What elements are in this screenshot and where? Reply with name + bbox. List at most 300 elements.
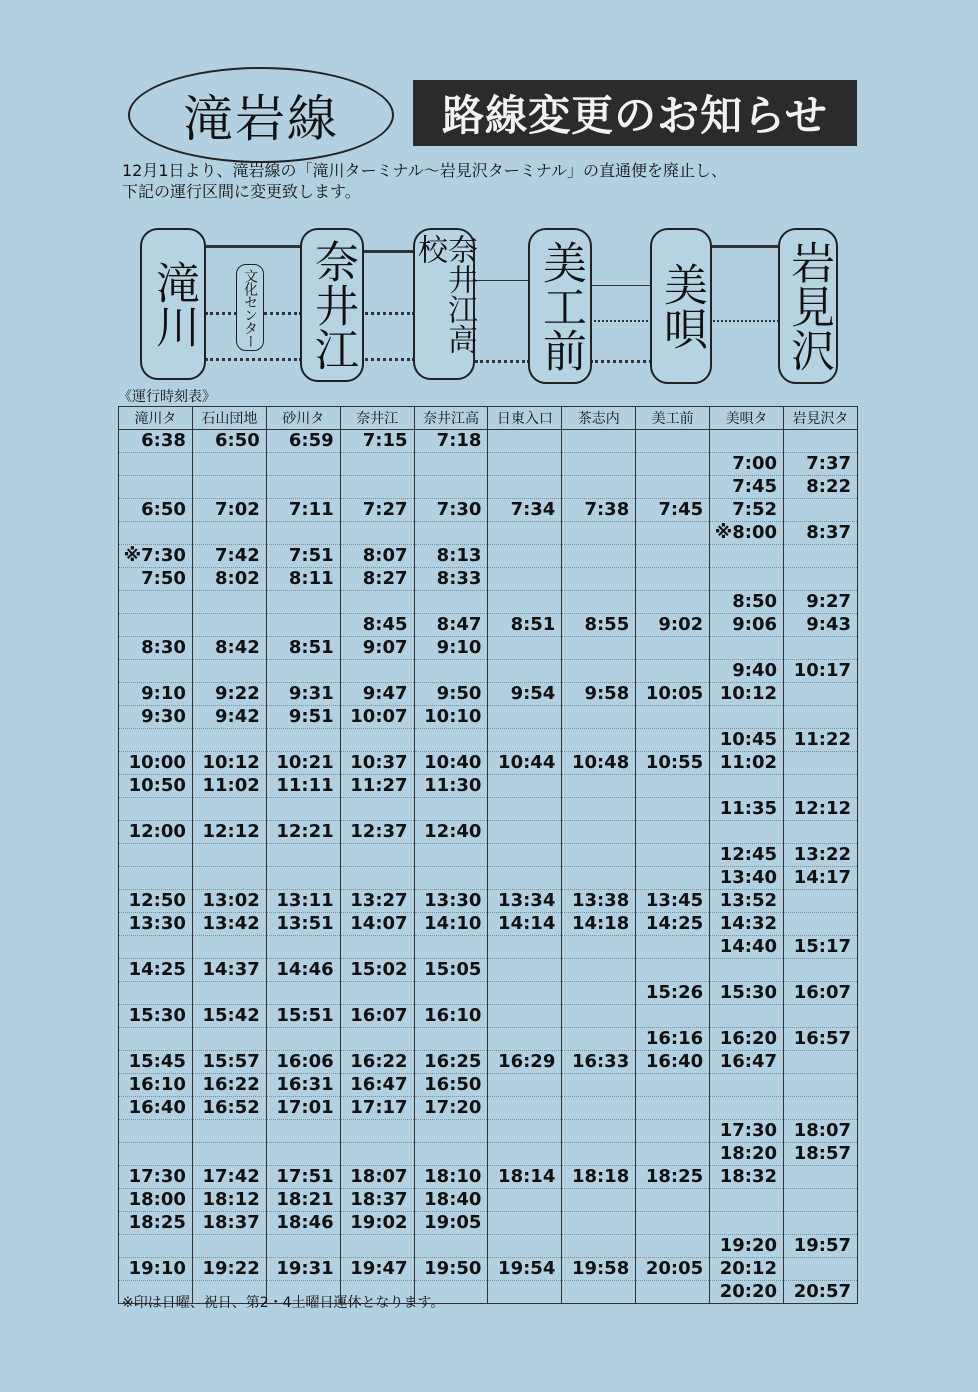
table-cell: 14:18	[562, 913, 636, 936]
table-cell	[562, 476, 636, 499]
table-cell	[488, 798, 562, 821]
table-cell	[488, 522, 562, 545]
table-cell: 6:38	[119, 430, 193, 453]
table-cell: 10:00	[119, 752, 193, 775]
table-cell	[710, 775, 784, 798]
table-cell: 7:02	[192, 499, 266, 522]
table-cell	[784, 499, 858, 522]
table-cell	[192, 729, 266, 752]
table-cell	[636, 867, 710, 890]
table-cell: 11:02	[710, 752, 784, 775]
table-cell	[562, 1028, 636, 1051]
table-cell	[784, 775, 858, 798]
table-cell	[266, 1235, 340, 1258]
table-cell	[562, 1212, 636, 1235]
table-cell	[784, 1212, 858, 1235]
notice-title-box	[413, 80, 857, 146]
table-cell	[784, 1074, 858, 1097]
table-cell	[340, 1235, 414, 1258]
table-cell	[710, 637, 784, 660]
table-cell	[636, 706, 710, 729]
table-cell: 14:37	[192, 959, 266, 982]
table-cell: 12:37	[340, 821, 414, 844]
stop-bunka-center-label: 文化センター	[242, 268, 258, 347]
table-cell: 12:12	[192, 821, 266, 844]
table-row	[119, 568, 858, 591]
table-row	[119, 637, 858, 660]
table-cell	[562, 591, 636, 614]
table-cell: 20:57	[784, 1281, 858, 1304]
table-cell: 7:45	[636, 499, 710, 522]
table-cell: 11:02	[192, 775, 266, 798]
intro-line-1: 12月1日より、滝岩線の「滝川ターミナル～岩見沢ターミナル」の直通便を廃止し、	[122, 161, 727, 180]
table-row	[119, 1166, 858, 1189]
table-cell: 8:45	[340, 614, 414, 637]
table-cell	[266, 1028, 340, 1051]
table-cell	[192, 614, 266, 637]
table-cell: 14:40	[710, 936, 784, 959]
table-cell	[636, 1074, 710, 1097]
table-cell	[562, 637, 636, 660]
table-cell: 10:48	[562, 752, 636, 775]
table-cell	[340, 660, 414, 683]
table-cell	[192, 982, 266, 1005]
table-cell	[784, 706, 858, 729]
table-cell: 8:55	[562, 614, 636, 637]
table-cell: 14:17	[784, 867, 858, 890]
table-cell	[192, 453, 266, 476]
table-cell	[488, 1097, 562, 1120]
table-cell: 18:37	[340, 1189, 414, 1212]
table-cell	[636, 1281, 710, 1304]
table-cell	[119, 1143, 193, 1166]
table-cell	[119, 798, 193, 821]
table-cell: 18:32	[710, 1166, 784, 1189]
table-cell: 19:02	[340, 1212, 414, 1235]
table-cell: 9:51	[266, 706, 340, 729]
table-cell	[562, 982, 636, 1005]
table-cell	[636, 729, 710, 752]
table-cell: 19:58	[562, 1258, 636, 1281]
table-cell: 16:06	[266, 1051, 340, 1074]
table-cell: 19:31	[266, 1258, 340, 1281]
table-cell: 18:12	[192, 1189, 266, 1212]
table-cell	[636, 959, 710, 982]
table-cell: 19:47	[340, 1258, 414, 1281]
table-cell	[119, 982, 193, 1005]
table-cell	[414, 936, 488, 959]
table-cell	[340, 522, 414, 545]
table-cell	[562, 1143, 636, 1166]
table-cell	[636, 568, 710, 591]
table-cell: 15:17	[784, 936, 858, 959]
table-row	[119, 1212, 858, 1235]
route-name-oval	[128, 67, 394, 163]
table-cell	[562, 1074, 636, 1097]
route-name: 滝岩線	[183, 90, 339, 148]
table-cell	[784, 430, 858, 453]
table-cell: ※8:00	[710, 522, 784, 545]
table-cell: 14:10	[414, 913, 488, 936]
table-cell	[488, 1120, 562, 1143]
table-cell: 16:40	[119, 1097, 193, 1120]
table-cell: 18:40	[414, 1189, 488, 1212]
stop-bunka-center	[236, 264, 264, 351]
table-cell	[119, 936, 193, 959]
table-row	[119, 1189, 858, 1212]
table-cell: 9:06	[710, 614, 784, 637]
table-cell	[266, 798, 340, 821]
table-cell: 18:14	[488, 1166, 562, 1189]
table-cell: 20:20	[710, 1281, 784, 1304]
column-header: 滝川タ	[119, 407, 193, 430]
column-header: 砂川タ	[266, 407, 340, 430]
table-cell	[784, 1005, 858, 1028]
table-cell: 6:50	[119, 499, 193, 522]
table-cell	[119, 476, 193, 499]
table-row	[119, 752, 858, 775]
table-cell: 17:17	[340, 1097, 414, 1120]
column-header: 茶志内	[562, 407, 636, 430]
table-cell	[488, 1281, 562, 1304]
table-cell: 16:50	[414, 1074, 488, 1097]
table-cell	[192, 1235, 266, 1258]
table-cell	[266, 453, 340, 476]
table-cell: 19:54	[488, 1258, 562, 1281]
intro-text	[122, 160, 862, 202]
table-cell	[636, 522, 710, 545]
table-cell	[119, 660, 193, 683]
intro-line-2: 下記の運行区間に変更致します。	[122, 182, 361, 201]
table-cell	[414, 1028, 488, 1051]
table-row	[119, 959, 858, 982]
table-cell	[488, 1212, 562, 1235]
table-cell: 17:20	[414, 1097, 488, 1120]
table-cell	[414, 591, 488, 614]
table-cell: 18:57	[784, 1143, 858, 1166]
table-cell: 15:26	[636, 982, 710, 1005]
table-cell	[414, 476, 488, 499]
table-cell	[414, 522, 488, 545]
table-row	[119, 1028, 858, 1051]
table-cell	[562, 959, 636, 982]
table-cell: 17:01	[266, 1097, 340, 1120]
table-cell: 9:54	[488, 683, 562, 706]
table-cell: 9:10	[414, 637, 488, 660]
table-row	[119, 867, 858, 890]
table-cell: 14:25	[119, 959, 193, 982]
table-cell	[414, 798, 488, 821]
table-cell: 6:50	[192, 430, 266, 453]
table-cell	[710, 1074, 784, 1097]
table-cell: 16:40	[636, 1051, 710, 1074]
table-cell: 12:50	[119, 890, 193, 913]
table-cell: 7:27	[340, 499, 414, 522]
table-cell	[488, 568, 562, 591]
table-cell: 16:10	[414, 1005, 488, 1028]
table-row	[119, 798, 858, 821]
table-cell	[562, 821, 636, 844]
table-cell: 10:05	[636, 683, 710, 706]
table-row	[119, 1074, 858, 1097]
table-cell: 11:27	[340, 775, 414, 798]
table-cell	[636, 1143, 710, 1166]
table-cell	[636, 1120, 710, 1143]
table-cell: 10:10	[414, 706, 488, 729]
table-cell: 9:50	[414, 683, 488, 706]
table-cell	[192, 476, 266, 499]
stop-biko-mae	[528, 228, 592, 384]
table-cell	[266, 476, 340, 499]
table-row	[119, 1097, 858, 1120]
route-line-dotted	[205, 312, 302, 315]
table-cell	[784, 637, 858, 660]
table-cell	[562, 867, 636, 890]
table-cell: 16:16	[636, 1028, 710, 1051]
table-cell	[562, 936, 636, 959]
table-cell	[562, 522, 636, 545]
table-cell	[266, 591, 340, 614]
table-cell	[119, 844, 193, 867]
table-cell: 14:07	[340, 913, 414, 936]
table-cell: 13:51	[266, 913, 340, 936]
table-cell	[562, 1281, 636, 1304]
table-cell: 7:18	[414, 430, 488, 453]
table-cell: 8:51	[488, 614, 562, 637]
table-cell: 17:30	[119, 1166, 193, 1189]
table-cell: 14:32	[710, 913, 784, 936]
table-cell	[562, 706, 636, 729]
table-cell: 13:27	[340, 890, 414, 913]
table-cell: 8:07	[340, 545, 414, 568]
timetable	[118, 406, 858, 1304]
column-header: 日東入口	[488, 407, 562, 430]
table-cell: 8:27	[340, 568, 414, 591]
table-cell: 8:51	[266, 637, 340, 660]
table-cell: 16:47	[340, 1074, 414, 1097]
table-cell: 16:22	[192, 1074, 266, 1097]
table-cell	[488, 706, 562, 729]
table-cell: 16:10	[119, 1074, 193, 1097]
table-cell	[266, 1143, 340, 1166]
table-cell: 14:14	[488, 913, 562, 936]
table-cell: 13:52	[710, 890, 784, 913]
table-cell	[562, 430, 636, 453]
table-cell: 6:59	[266, 430, 340, 453]
table-cell: 7:34	[488, 499, 562, 522]
table-cell: 15:02	[340, 959, 414, 982]
table-cell: 11:11	[266, 775, 340, 798]
table-cell	[414, 844, 488, 867]
table-row	[119, 1120, 858, 1143]
table-cell	[192, 936, 266, 959]
stop-iwamizawa-label: 岩見沢	[783, 240, 834, 372]
table-cell: 9:58	[562, 683, 636, 706]
table-cell: 19:57	[784, 1235, 858, 1258]
timetable-label: 《運行時刻表》	[118, 389, 216, 405]
table-cell	[784, 821, 858, 844]
table-cell: 19:22	[192, 1258, 266, 1281]
table-cell	[414, 660, 488, 683]
table-cell: 13:11	[266, 890, 340, 913]
timetable-header-row	[119, 407, 858, 430]
table-cell: 17:42	[192, 1166, 266, 1189]
table-cell	[488, 844, 562, 867]
table-cell	[784, 1258, 858, 1281]
table-cell	[636, 1005, 710, 1028]
table-cell: 19:50	[414, 1258, 488, 1281]
table-cell: 13:45	[636, 890, 710, 913]
table-cell: 12:21	[266, 821, 340, 844]
table-cell	[488, 982, 562, 1005]
table-cell: 16:25	[414, 1051, 488, 1074]
table-row	[119, 476, 858, 499]
table-cell: 9:43	[784, 614, 858, 637]
table-cell	[710, 545, 784, 568]
table-cell	[340, 591, 414, 614]
route-line-dotted	[590, 360, 652, 363]
column-header: 石山団地	[192, 407, 266, 430]
table-cell: 7:45	[710, 476, 784, 499]
table-cell: 9:40	[710, 660, 784, 683]
table-cell: 16:07	[784, 982, 858, 1005]
table-cell	[119, 522, 193, 545]
table-cell: 10:44	[488, 752, 562, 775]
table-row	[119, 1258, 858, 1281]
table-row	[119, 453, 858, 476]
table-row	[119, 1143, 858, 1166]
table-cell	[562, 545, 636, 568]
table-cell: 13:22	[784, 844, 858, 867]
table-cell: 8:50	[710, 591, 784, 614]
table-cell: 8:33	[414, 568, 488, 591]
table-row	[119, 614, 858, 637]
table-cell	[488, 1189, 562, 1212]
table-cell	[710, 1189, 784, 1212]
table-cell	[636, 453, 710, 476]
table-cell	[414, 982, 488, 1005]
route-line-solid	[708, 245, 783, 248]
table-cell: 8:13	[414, 545, 488, 568]
route-line-solid	[360, 250, 415, 253]
table-cell	[119, 867, 193, 890]
stop-takikawa-label: 滝川	[148, 260, 199, 348]
table-row	[119, 591, 858, 614]
table-cell	[488, 1028, 562, 1051]
table-cell	[784, 683, 858, 706]
table-cell	[192, 798, 266, 821]
table-cell: 15:30	[119, 1005, 193, 1028]
table-cell: 7:00	[710, 453, 784, 476]
table-cell	[488, 453, 562, 476]
table-cell	[266, 614, 340, 637]
table-cell: 8:11	[266, 568, 340, 591]
table-cell	[192, 867, 266, 890]
table-cell	[710, 821, 784, 844]
table-cell: 16:20	[710, 1028, 784, 1051]
table-cell: 19:10	[119, 1258, 193, 1281]
table-cell: 7:50	[119, 568, 193, 591]
table-cell	[488, 867, 562, 890]
table-cell	[784, 959, 858, 982]
table-cell	[488, 821, 562, 844]
table-cell	[562, 1005, 636, 1028]
table-cell	[636, 1235, 710, 1258]
notice-title: 路線変更のお知らせ	[442, 91, 828, 140]
table-row	[119, 545, 858, 568]
table-cell: 7:38	[562, 499, 636, 522]
table-cell: 10:17	[784, 660, 858, 683]
table-cell: 8:42	[192, 637, 266, 660]
table-cell	[784, 568, 858, 591]
table-cell	[340, 844, 414, 867]
table-cell	[266, 936, 340, 959]
route-line-dotted	[590, 320, 652, 322]
table-cell: 15:05	[414, 959, 488, 982]
table-cell: 9:42	[192, 706, 266, 729]
table-cell	[192, 1143, 266, 1166]
table-cell: 18:00	[119, 1189, 193, 1212]
table-cell	[340, 729, 414, 752]
table-cell	[414, 453, 488, 476]
table-cell	[488, 1074, 562, 1097]
table-cell: 18:25	[636, 1166, 710, 1189]
table-cell	[636, 591, 710, 614]
table-cell	[488, 1005, 562, 1028]
table-row	[119, 706, 858, 729]
table-cell: 11:30	[414, 775, 488, 798]
table-row	[119, 775, 858, 798]
route-line-solid	[475, 280, 530, 281]
table-cell	[266, 867, 340, 890]
table-cell	[636, 1097, 710, 1120]
table-cell	[192, 844, 266, 867]
table-cell: 19:20	[710, 1235, 784, 1258]
table-cell	[266, 522, 340, 545]
table-cell: 16:31	[266, 1074, 340, 1097]
table-cell: 7:37	[784, 453, 858, 476]
route-line-solid	[590, 285, 652, 286]
table-cell: 10:37	[340, 752, 414, 775]
table-cell: 10:55	[636, 752, 710, 775]
table-cell	[488, 591, 562, 614]
table-cell	[414, 1143, 488, 1166]
table-cell	[488, 729, 562, 752]
table-row	[119, 522, 858, 545]
table-cell	[119, 1028, 193, 1051]
table-cell: 13:42	[192, 913, 266, 936]
stop-iwamizawa	[778, 228, 838, 384]
table-cell: 7:51	[266, 545, 340, 568]
table-cell	[488, 1143, 562, 1166]
table-cell: 14:46	[266, 959, 340, 982]
column-header: 美工前	[636, 407, 710, 430]
table-cell	[488, 545, 562, 568]
table-row	[119, 982, 858, 1005]
table-cell	[119, 453, 193, 476]
table-cell	[488, 430, 562, 453]
table-cell: 18:37	[192, 1212, 266, 1235]
table-cell: 10:07	[340, 706, 414, 729]
table-row	[119, 1051, 858, 1074]
stop-biko-mae-label: 美工前	[535, 240, 586, 372]
table-cell: 15:57	[192, 1051, 266, 1074]
table-cell: 17:30	[710, 1120, 784, 1143]
table-cell: 10:50	[119, 775, 193, 798]
table-cell: 18:07	[784, 1120, 858, 1143]
route-line-dotted	[475, 360, 530, 363]
stop-naie-high-school	[413, 228, 475, 380]
